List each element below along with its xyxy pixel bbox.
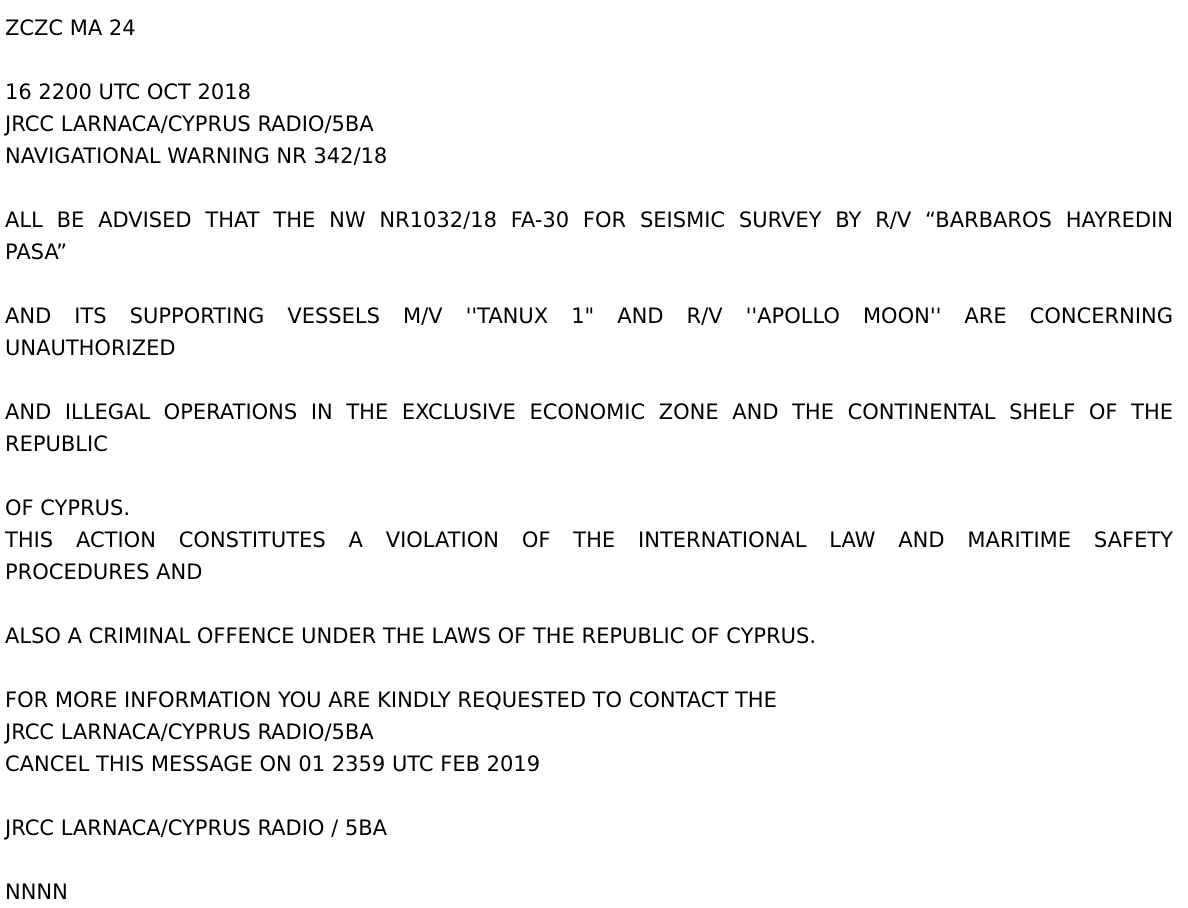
paragraph-3-line-1: AND ILLEGAL OPERATIONS IN THE EXCLUSIVE ECONOMIC ZONE AND THE CONTINENTAL SHELF OF THE	[5, 400, 1173, 424]
message-header: ZCZC MA 24	[5, 16, 136, 40]
paragraph-6-line-1: FOR MORE INFORMATION YOU ARE KINDLY REQUESTED TO CONTACT THE	[5, 688, 777, 712]
paragraph-4-line-3: PROCEDURES AND	[5, 560, 203, 584]
paragraph-2-line-1: AND ITS SUPPORTING VESSELS M/V ''TANUX 1" AND R/V ''APOLLO MOON'' ARE CONCERNING	[5, 304, 1173, 328]
paragraph-3-line-2: REPUBLIC	[5, 432, 108, 456]
issuing-station: JRCC LARNACA/CYPRUS RADIO/5BA	[5, 112, 374, 136]
message-datetime: 16 2200 UTC OCT 2018	[5, 80, 251, 104]
paragraph-6-line-3: CANCEL THIS MESSAGE ON 01 2359 UTC FEB 2019	[5, 752, 541, 776]
signature: JRCC LARNACA/CYPRUS RADIO / 5BA	[5, 816, 387, 840]
message-footer: NNNN	[5, 880, 68, 904]
paragraph-5: ALSO A CRIMINAL OFFENCE UNDER THE LAWS OF THE REPUBLIC OF CYPRUS.	[5, 624, 817, 648]
paragraph-6-line-2: JRCC LARNACA/CYPRUS RADIO/5BA	[5, 720, 374, 744]
paragraph-4-line-1: OF CYPRUS.	[5, 496, 131, 520]
paragraph-1-line-1: ALL BE ADVISED THAT THE NW NR1032/18 FA-30 FOR SEISMIC SURVEY BY R/V “BARBAROS HAYREDIN	[5, 208, 1173, 232]
paragraph-1-line-2: PASA”	[5, 240, 68, 264]
paragraph-4-line-2: THIS ACTION CONSTITUTES A VIOLATION OF THE INTERNATIONAL LAW AND MARITIME SAFETY	[5, 528, 1173, 552]
paragraph-2-line-2: UNAUTHORIZED	[5, 336, 176, 360]
warning-number: NAVIGATIONAL WARNING NR 342/18	[5, 144, 388, 168]
